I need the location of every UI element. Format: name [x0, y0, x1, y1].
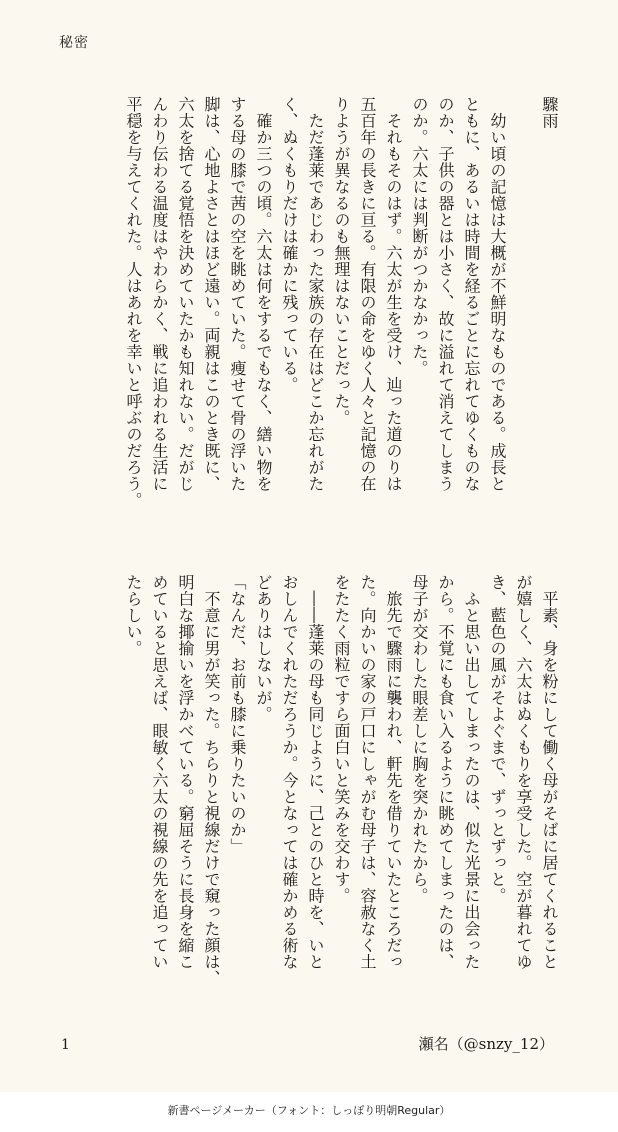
text-line: 幼い頃の記憶は大概が不鮮明なものである。成長と	[488, 96, 507, 492]
text-line: く、ぬくもりだけは確かに残っている。	[280, 96, 299, 393]
page-number: 1	[61, 1037, 70, 1053]
text-line: 脚は、心地よさとはほど遠い。両親はこのとき既に、	[202, 96, 221, 492]
text-line: する母の膝で茜の空を眺めていた。痩せて骨の浮いた	[228, 96, 247, 492]
text-line: 五百年の長きに亘る。有限の命をゆく人々と記憶の在	[358, 96, 377, 492]
text-line: をたたく雨粒ですら面白いと笑みを交わす。	[332, 574, 351, 904]
text-line: のか。六太には判断がつかなかった。	[410, 96, 429, 377]
text-line: ともに、あるいは時間を経るごとに忘れてゆくものな	[462, 96, 481, 492]
text-line: から。不覚にも食い入るように眺めてしまったのは、	[436, 574, 455, 970]
text-line: めていると思えば、眼敏く六太の視線の先を追ってい	[150, 574, 169, 970]
text-line: た。向かいの家の戸口にしゃがむ母子は、容赦なく土	[358, 574, 377, 970]
text-line: 不意に男が笑った。ちらりと視線だけで窺った顔は、	[202, 574, 221, 987]
text-line: 「なんだ、お前も膝に乗りたいのか」	[228, 574, 247, 855]
header-label: 秘密	[59, 35, 89, 51]
text-line: 六太を捨てる覚悟を決めていたかも知れない。だがじ	[176, 96, 195, 492]
text-line: 平素、身を粉にして働く母がそばに居てくれること	[540, 574, 559, 970]
text-line: 旅先で驟雨に襲われ、軒先を借りていたところだっ	[384, 574, 403, 970]
text-line: ――蓬莱の母も同じように、己とのひと時を、いと	[306, 574, 325, 970]
generator-credit: 新書ページメーカー（フォント：しっぽり明朝Regular）	[167, 1104, 451, 1117]
text-line: ふと思い出してしまったのは、似た光景に出会った	[462, 574, 481, 970]
text-line: 母子が交わした眼差しに胸を突かれたから。	[410, 574, 429, 904]
text-line: き、藍色の風がそよぐまで、ずっとずっと。	[488, 574, 507, 904]
text-line: 平穏を与えてくれた。人はあれを幸いと呼ぶのだろう。	[124, 96, 143, 509]
text-line: 明白な揶揄いを浮かべている。窮屈そうに長身を縮こ	[176, 574, 195, 970]
story-title: 驟雨	[540, 96, 559, 129]
upper-text-block	[120, 96, 562, 536]
text-line: んわり伝わる温度はやわらかく、戦に追われる生活に	[150, 96, 169, 492]
text-line: ただ蓬莱であじわった家族の存在はどこか忘れがた	[306, 96, 325, 492]
text-line: のか、子供の器とは小さく、故に溢れて消えてしまう	[436, 96, 455, 492]
text-line: が嬉しく、六太はぬくもりを享受した。空が暮れてゆ	[514, 574, 533, 970]
text-line: たらしい。	[124, 574, 143, 657]
text-line: 確か三つの頃。六太は何をするでもなく、繕い物を	[254, 96, 273, 492]
text-line: りようが異なるのも無理はないことだった。	[332, 96, 351, 426]
author-credit: 瀬名（@snzy_12）	[418, 1035, 554, 1053]
text-line: どありはしないが。	[254, 574, 273, 723]
text-line: おしんでくれただろうか。今となっては確かめる術な	[280, 574, 299, 970]
lower-text-block	[120, 574, 562, 1014]
text-line: それもそのはず。六太が生を受け、辿った道のりは	[384, 96, 403, 492]
